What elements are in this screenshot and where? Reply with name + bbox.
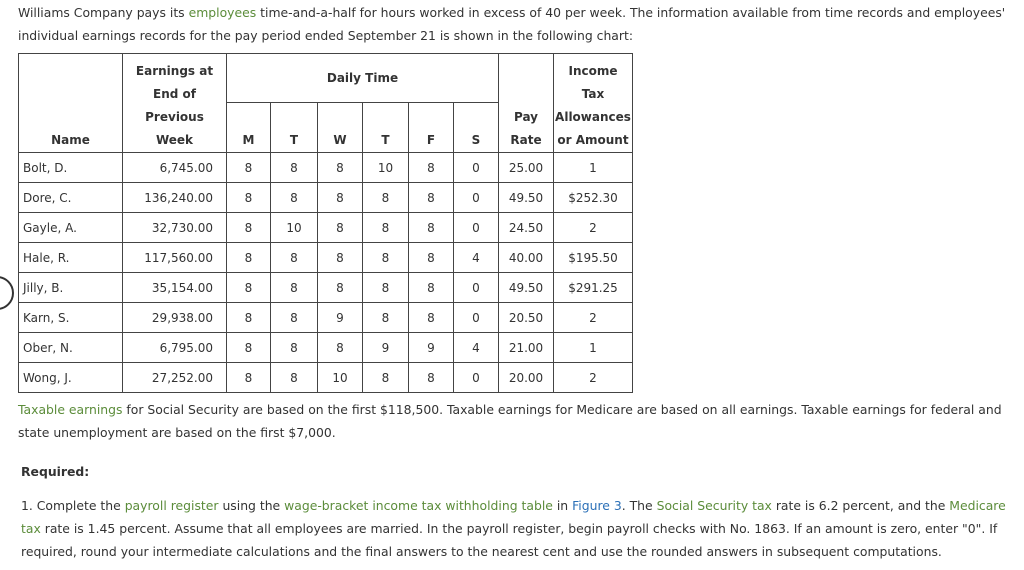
table-row [19,153,633,183]
cell-mon: 8 [227,183,271,213]
cell-wed: 8 [318,213,363,243]
taxable-earnings-paragraph [18,398,1018,444]
cell-thu: 8 [363,363,409,393]
cursor-circle-marker [0,276,14,310]
cell-tue: 8 [271,273,318,303]
cell-pay-rate: 24.50 [499,213,554,243]
header-pay-rate [499,54,554,153]
cell-thu: 10 [363,153,409,183]
required-heading: Required: [21,464,90,479]
header-earnings-line2: End of [153,87,196,101]
cell-name: Dore, C. [19,183,123,213]
glossary-term-payroll-register[interactable]: payroll register [124,498,219,513]
cell-tue: 10 [271,213,318,243]
cell-income-tax: $291.25 [554,273,633,303]
cell-tue: 8 [271,183,318,213]
header-day-w: W [318,103,363,153]
cell-thu: 8 [363,243,409,273]
cell-earnings: 136,240.00 [123,183,227,213]
cell-tue: 8 [271,333,318,363]
glossary-term-medicare-tax[interactable]: Medicare tax [21,498,1006,536]
cell-earnings: 27,252.00 [123,363,227,393]
cell-name: Ober, N. [19,333,123,363]
table-row [19,333,633,363]
cell-mon: 8 [227,213,271,243]
cell-income-tax: 1 [554,153,633,183]
header-earnings [123,54,227,153]
cell-earnings: 29,938.00 [123,303,227,333]
header-earnings-line3: Previous [145,110,204,124]
header-income-tax [554,54,633,153]
table-row [19,183,633,213]
glossary-term-withholding-table[interactable]: wage-bracket income tax withholding table [284,498,553,513]
req-text-d: . The [621,498,657,513]
required-instructions [21,494,1017,563]
table-row [19,303,633,333]
req-text-b: using the [218,498,285,513]
cell-sat: 0 [454,213,499,243]
cell-income-tax: 2 [554,303,633,333]
cell-pay-rate: 40.00 [499,243,554,273]
cell-thu: 8 [363,183,409,213]
cell-wed: 10 [318,363,363,393]
table-row [19,243,633,273]
cell-earnings: 117,560.00 [123,243,227,273]
cell-tue: 8 [271,303,318,333]
intro-text-b: time-and-a-half for hours worked in excess of 40 per week. The information available from time records and employees' individual earnings records for the pay period ended September 21 is shown in the following chart: [18,5,1006,43]
cell-mon: 8 [227,363,271,393]
intro-text-a: Williams Company pays its [18,5,189,20]
req-text-c: in [552,498,573,513]
cell-earnings: 32,730.00 [123,213,227,243]
cell-thu: 8 [363,213,409,243]
cell-pay-rate: 25.00 [499,153,554,183]
cell-sat: 0 [454,363,499,393]
cell-wed: 8 [318,273,363,303]
intro-paragraph [18,1,1018,47]
cell-pay-rate: 49.50 [499,273,554,303]
req-text-f: rate is 1.45 percent. Assume that all employees are married. In the payroll register, begin payroll checks with No. 1863. If an amount is zero, enter "0". If required, round your intermediate calculations and the final answers to the nearest cent and use the rounded answers in subsequent computations. [21,521,998,559]
cell-name: Karn, S. [19,303,123,333]
header-day-t: T [271,103,318,153]
header-name: Name [19,54,123,153]
glossary-term-social-security-tax[interactable]: Social Security tax [656,498,772,513]
table-row [19,273,633,303]
cell-thu: 8 [363,273,409,303]
cell-fri: 8 [409,153,454,183]
header-tax-line2: Tax [581,87,605,101]
header-pay-line1: Pay [513,110,539,124]
header-earnings-line4: Week [155,133,194,147]
cell-fri: 8 [409,303,454,333]
header-day-m: M [227,103,271,153]
cell-mon: 8 [227,303,271,333]
req-text-e: rate is 6.2 percent, and the [771,498,950,513]
cell-name: Wong, J. [19,363,123,393]
figure-3-link[interactable]: Figure 3 [572,498,622,513]
cell-mon: 8 [227,153,271,183]
cell-sat: 0 [454,153,499,183]
cell-income-tax: $252.30 [554,183,633,213]
cell-earnings: 35,154.00 [123,273,227,303]
table-row [19,363,633,393]
cell-earnings: 6,795.00 [123,333,227,363]
cell-wed: 8 [318,243,363,273]
header-tax-line3: Allowances [555,110,631,124]
cell-sat: 4 [454,243,499,273]
cell-name: Bolt, D. [19,153,123,183]
header-day-f: F [409,103,454,153]
cell-fri: 8 [409,363,454,393]
cell-mon: 8 [227,333,271,363]
cell-tue: 8 [271,363,318,393]
header-earnings-line1: Earnings at [135,64,214,78]
header-day-th: T [363,103,409,153]
cell-income-tax: 1 [554,333,633,363]
req-text-a: 1. Complete the [21,498,125,513]
cell-fri: 8 [409,243,454,273]
cell-mon: 8 [227,243,271,273]
cell-sat: 4 [454,333,499,363]
cell-pay-rate: 49.50 [499,183,554,213]
cell-thu: 9 [363,333,409,363]
cell-pay-rate: 21.00 [499,333,554,363]
cell-thu: 8 [363,303,409,333]
cell-fri: 8 [409,213,454,243]
cell-name: Hale, R. [19,243,123,273]
payroll-data-table [18,53,633,393]
cell-fri: 8 [409,183,454,213]
glossary-term-employees[interactable]: employees [188,5,257,20]
cell-income-tax: $195.50 [554,243,633,273]
cell-sat: 0 [454,303,499,333]
table-row [19,213,633,243]
header-tax-line4: or Amount [557,133,629,147]
cell-earnings: 6,745.00 [123,153,227,183]
cell-tue: 8 [271,243,318,273]
cell-income-tax: 2 [554,213,633,243]
cell-name: Jilly, B. [19,273,123,303]
header-tax-line1: Income [568,64,618,78]
cell-pay-rate: 20.50 [499,303,554,333]
cell-wed: 9 [318,303,363,333]
cell-fri: 9 [409,333,454,363]
cell-wed: 8 [318,153,363,183]
cell-sat: 0 [454,273,499,303]
cell-pay-rate: 20.00 [499,363,554,393]
taxable-text: for Social Security are based on the first $118,500. Taxable earnings for Medicare are based on all earnings. Taxable earnings for federal and state unemployment are based on the first $7,000. [18,402,1002,440]
cell-tue: 8 [271,153,318,183]
header-daily-time: Daily Time [227,54,499,103]
cell-sat: 0 [454,183,499,213]
header-day-s: S [454,103,499,153]
cell-income-tax: 2 [554,363,633,393]
cell-mon: 8 [227,273,271,303]
cell-fri: 8 [409,273,454,303]
cell-wed: 8 [318,333,363,363]
header-pay-line2: Rate [510,133,542,147]
cell-name: Gayle, A. [19,213,123,243]
glossary-term-taxable-earnings[interactable]: Taxable earnings [18,402,123,417]
cell-wed: 8 [318,183,363,213]
